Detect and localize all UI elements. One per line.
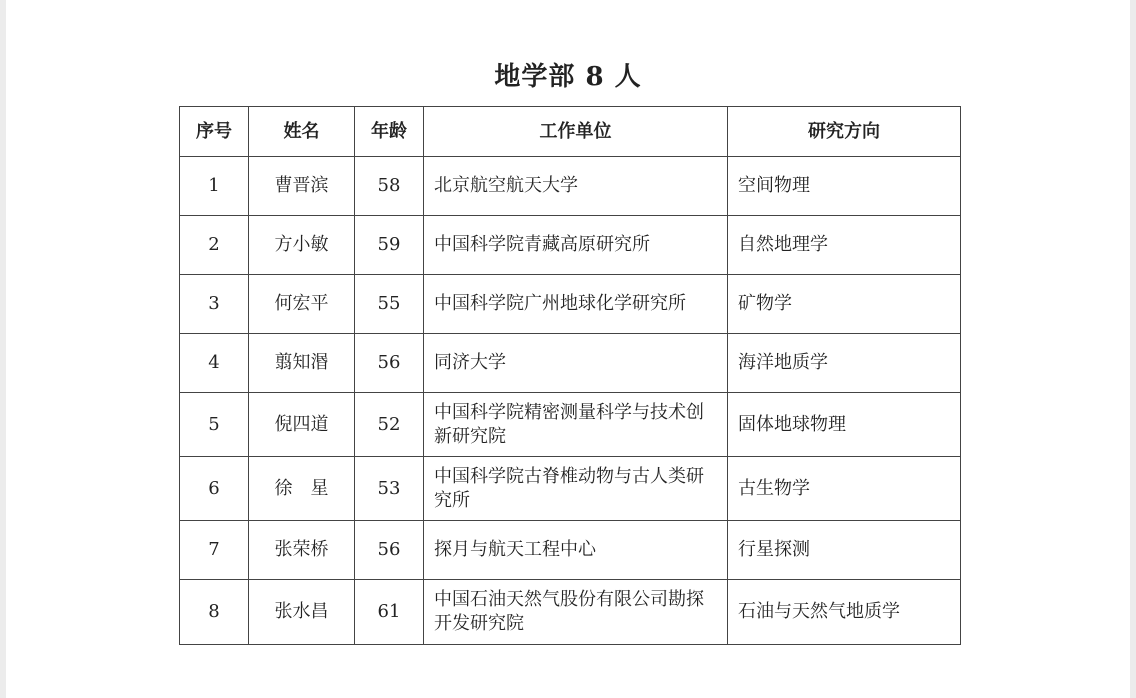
- table-row: [180, 521, 961, 580]
- table-header-row: [180, 107, 961, 157]
- cell-field: 古生物学: [728, 457, 961, 521]
- cell-index: 6: [180, 457, 249, 521]
- cell-org: 中国科学院广州地球化学研究所: [424, 275, 728, 334]
- cell-age: 61: [355, 580, 424, 645]
- header-age: 年龄: [355, 107, 424, 157]
- cell-age: 56: [355, 334, 424, 393]
- cell-org: 中国科学院精密测量科学与技术创新研究院: [424, 393, 728, 457]
- cell-name: 曹晋滨: [249, 157, 355, 216]
- cell-name: 张荣桥: [249, 521, 355, 580]
- table-row: [180, 216, 961, 275]
- cell-field: 行星探测: [728, 521, 961, 580]
- cell-name: 张水昌: [249, 580, 355, 645]
- academician-table: [179, 106, 961, 645]
- cell-name: 倪四道: [249, 393, 355, 457]
- cell-age: 53: [355, 457, 424, 521]
- cell-index: 3: [180, 275, 249, 334]
- header-index: 序号: [180, 107, 249, 157]
- cell-age: 55: [355, 275, 424, 334]
- cell-name: 翦知湣: [249, 334, 355, 393]
- cell-org: 同济大学: [424, 334, 728, 393]
- table-row: [180, 457, 961, 521]
- cell-age: 52: [355, 393, 424, 457]
- cell-index: 8: [180, 580, 249, 645]
- cell-org: 中国石油天然气股份有限公司勘探开发研究院: [424, 580, 728, 645]
- header-field: 研究方向: [728, 107, 961, 157]
- cell-index: 4: [180, 334, 249, 393]
- cell-org: 中国科学院古脊椎动物与古人类研究所: [424, 457, 728, 521]
- cell-index: 1: [180, 157, 249, 216]
- page-title: 地学部 8 人: [494, 62, 642, 92]
- cell-age: 58: [355, 157, 424, 216]
- cell-field: 矿物学: [728, 275, 961, 334]
- cell-field: 海洋地质学: [728, 334, 961, 393]
- table-row: [180, 157, 961, 216]
- cell-org: 中国科学院青藏高原研究所: [424, 216, 728, 275]
- table-row: [180, 275, 961, 334]
- table-row: [180, 580, 961, 645]
- cell-index: 5: [180, 393, 249, 457]
- cell-age: 59: [355, 216, 424, 275]
- cell-field: 固体地球物理: [728, 393, 961, 457]
- cell-field: 空间物理: [728, 157, 961, 216]
- cell-field: 石油与天然气地质学: [728, 580, 961, 645]
- cell-org: 探月与航天工程中心: [424, 521, 728, 580]
- header-org: 工作单位: [424, 107, 728, 157]
- header-name: 姓名: [249, 107, 355, 157]
- cell-name: 徐 星: [249, 457, 355, 521]
- cell-index: 7: [180, 521, 249, 580]
- cell-field: 自然地理学: [728, 216, 961, 275]
- cell-name: 何宏平: [249, 275, 355, 334]
- table-row: [180, 334, 961, 393]
- cell-name: 方小敏: [249, 216, 355, 275]
- cell-org: 北京航空航天大学: [424, 157, 728, 216]
- table-row: [180, 393, 961, 457]
- cell-index: 2: [180, 216, 249, 275]
- cell-age: 56: [355, 521, 424, 580]
